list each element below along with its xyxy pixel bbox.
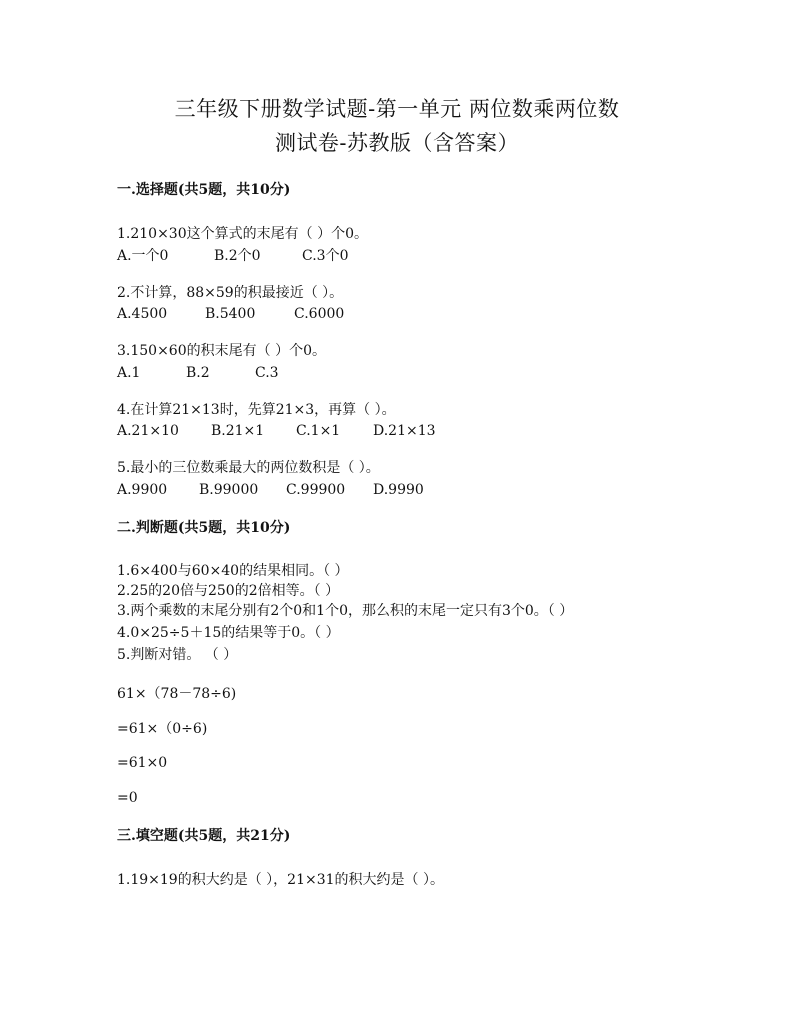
section-heading-judgement: 二.判断题(共5题，共10分) <box>117 520 291 536</box>
judgement-item: 1.6×400与60×40的结果相同。（ ） <box>117 563 349 579</box>
option-a: A.一个0 <box>117 248 169 264</box>
calc-step: 61×（78－78÷6) <box>117 686 237 702</box>
question-text: 3.150×60的积末尾有（ ）个0。 <box>117 343 326 359</box>
option-d: D.9990 <box>373 482 424 498</box>
page-title-line-2: 测试卷-苏教版（含答案） <box>274 131 520 155</box>
question-text: 2.不计算，88×59的积最接近（ ）。 <box>117 285 344 301</box>
option-c: C.99900 <box>286 482 346 498</box>
option-b: B.2个0 <box>214 248 261 264</box>
calc-step: =61×（0÷6) <box>117 721 208 737</box>
option-b: B.2 <box>186 365 210 381</box>
option-a: A.9900 <box>117 482 168 498</box>
calc-step: =0 <box>117 790 138 806</box>
section-heading-choice: 一.选择题(共5题，共10分) <box>117 182 291 198</box>
option-d: D.21×13 <box>373 423 436 439</box>
option-c: C.3 <box>255 365 279 381</box>
option-b: B.99000 <box>199 482 259 498</box>
judgement-item: 3.两个乘数的末尾分别有2个0和1个0，那么积的末尾一定只有3个0。（ ） <box>117 603 574 619</box>
option-a: A.21×10 <box>117 423 179 439</box>
calc-step: =61×0 <box>117 755 168 771</box>
page-title-line-1: 三年级下册数学试题-第一单元 两位数乘两位数 <box>174 97 620 121</box>
judgement-item: 2.25的20倍与250的2倍相等。（ ） <box>117 583 340 599</box>
question-text: 4.在计算21×13时，先算21×3，再算（ ）。 <box>117 402 396 418</box>
option-c: C.6000 <box>294 306 345 322</box>
question-text: 5.最小的三位数乘最大的两位数积是（ ）。 <box>117 460 380 476</box>
option-a: A.1 <box>117 365 141 381</box>
question-text: 1.210×30这个算式的末尾有（ ）个0。 <box>117 226 368 242</box>
section-heading-fill-blank: 三.填空题(共5题，共21分) <box>117 828 291 844</box>
option-b: B.21×1 <box>211 423 265 439</box>
option-a: A.4500 <box>117 306 168 322</box>
judgement-item: 5.判断对错。 （ ） <box>117 647 238 663</box>
option-b: B.5400 <box>205 306 256 322</box>
option-c: C.1×1 <box>296 423 341 439</box>
option-c: C.3个0 <box>302 248 349 264</box>
judgement-item: 4.0×25÷5＋15的结果等于0。（ ） <box>117 625 340 641</box>
fill-blank-item: 1.19×19的积大约是（ ），21×31的积大约是（ ）。 <box>117 872 444 888</box>
